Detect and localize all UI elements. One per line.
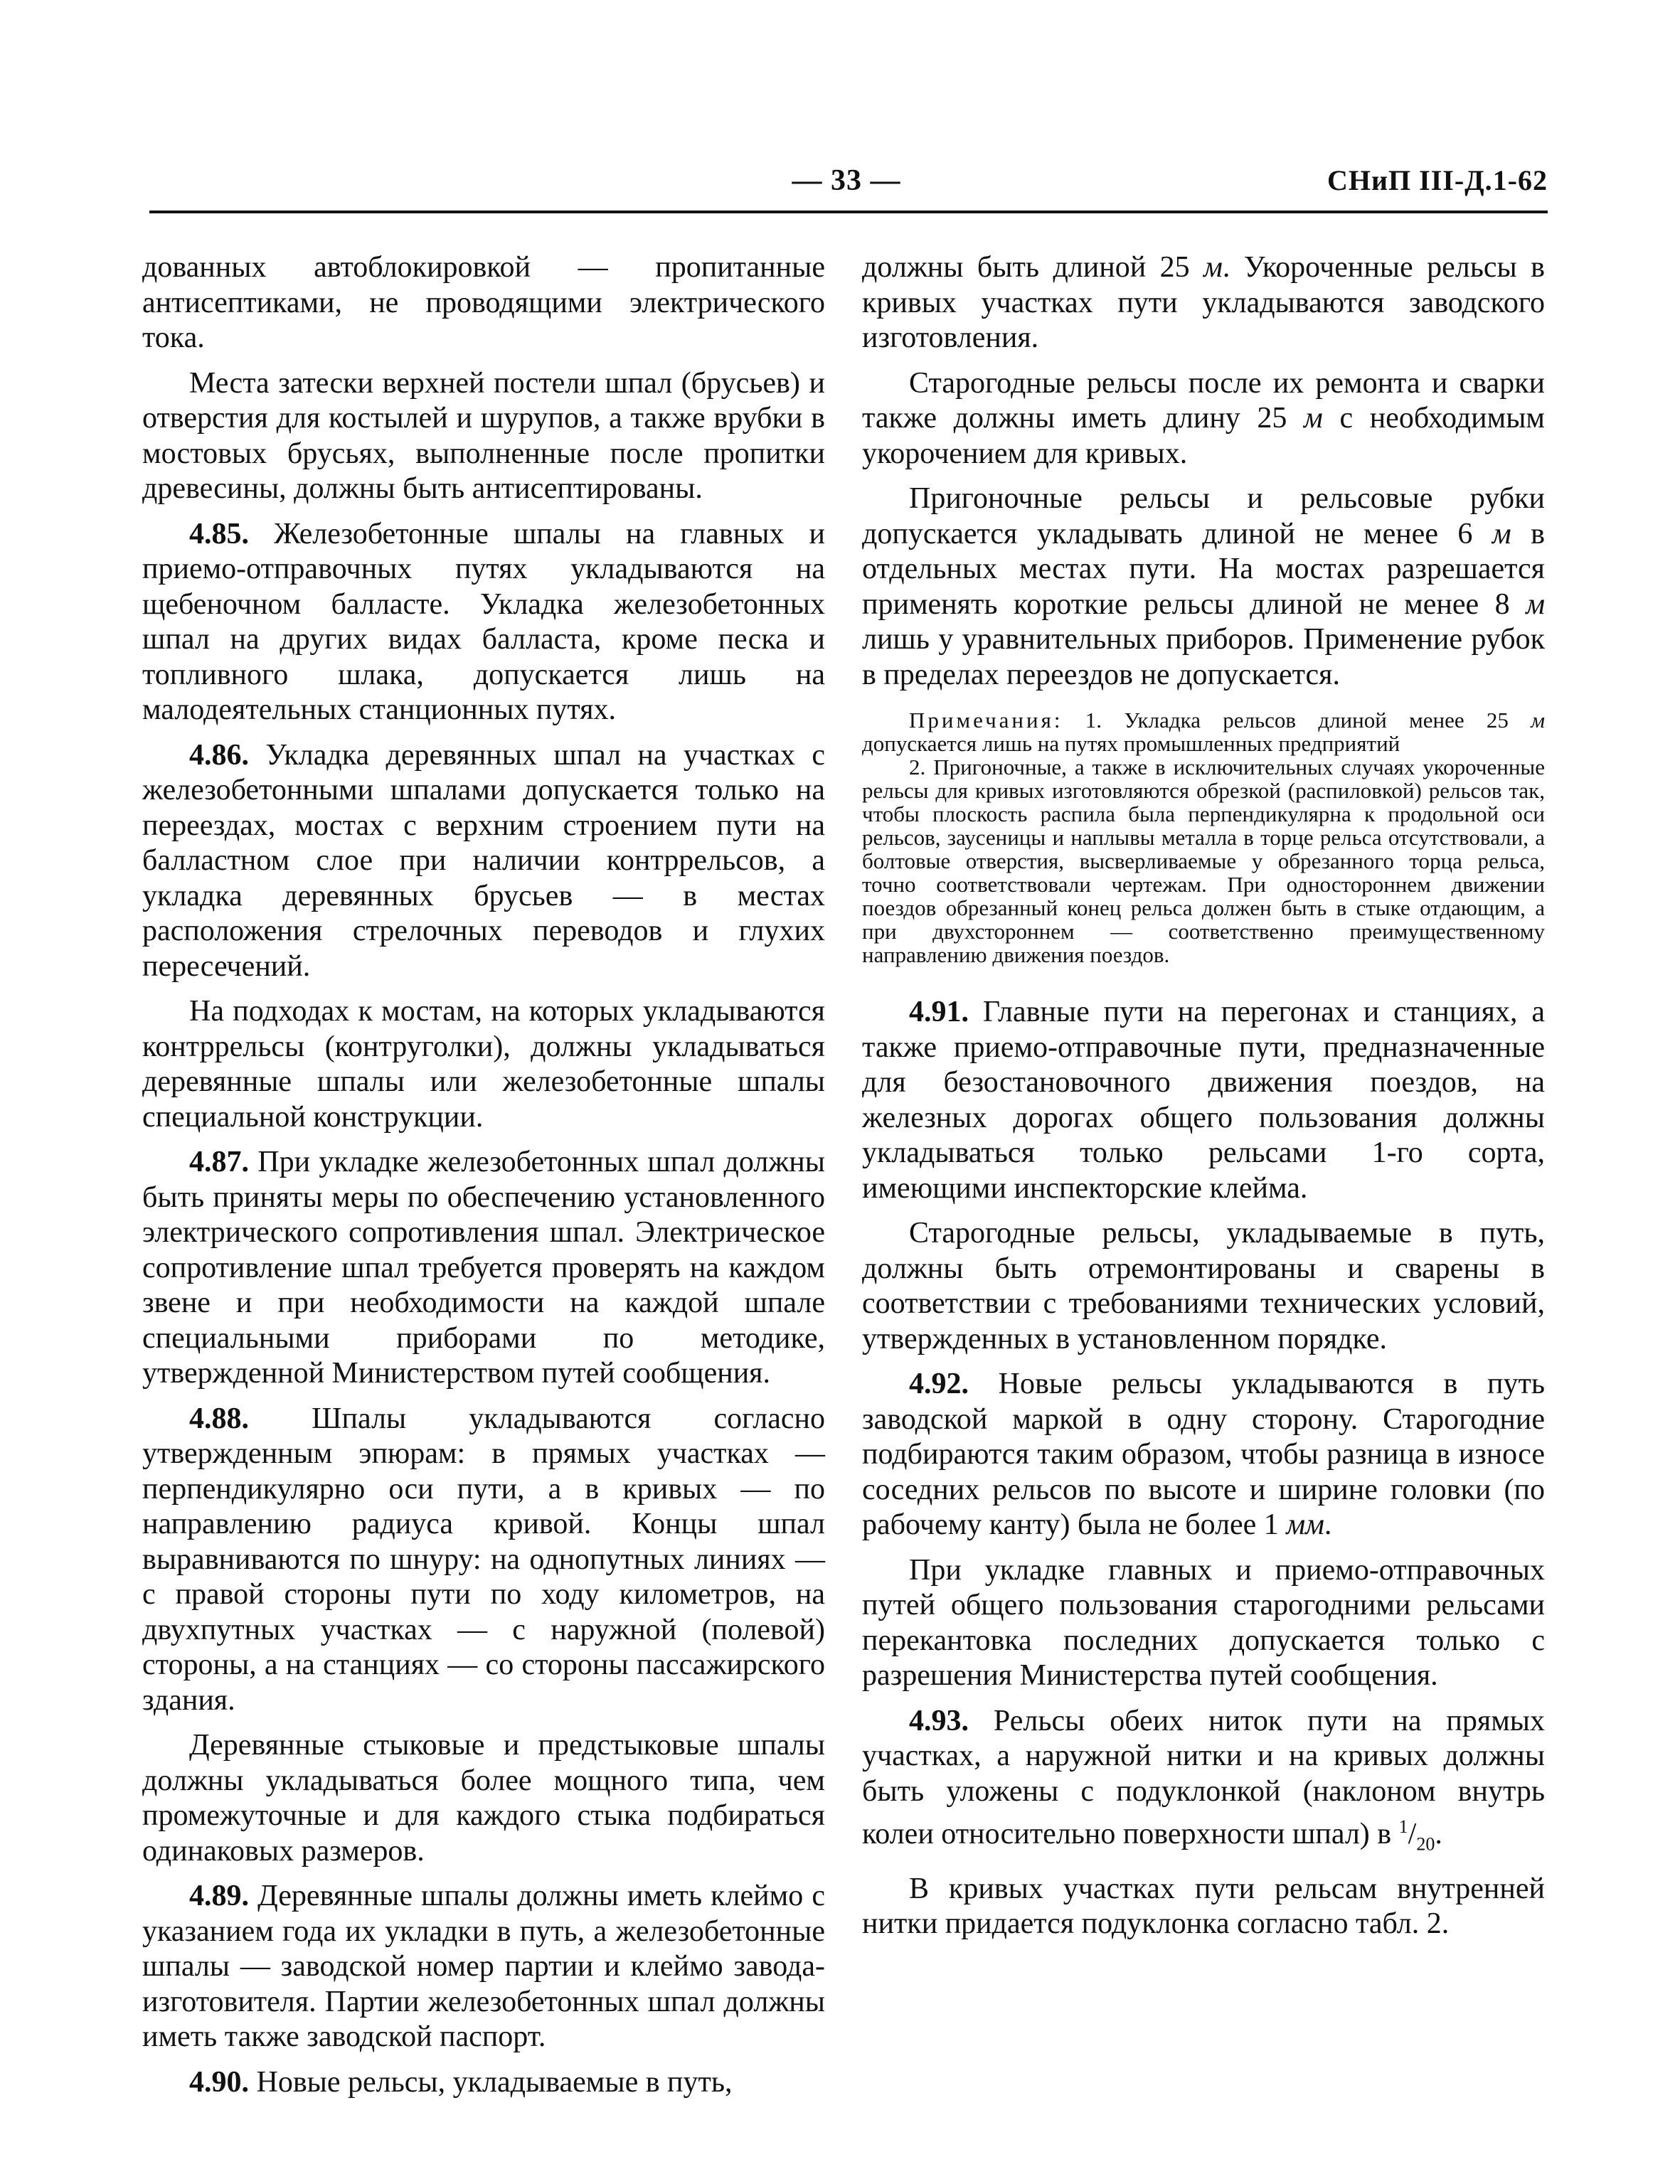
- page-number: — 33 —: [792, 164, 901, 197]
- fraction-denominator: 20: [1416, 1833, 1435, 1855]
- clause-paragraph: [142, 517, 825, 728]
- paragraph-text: Старогодные рельсы после их ремонта и сварки также должны иметь длину 25: [862, 366, 1545, 435]
- paragraph-text: Старогодные рельсы, укладываемые в путь, должны быть отремонтированы и сварены в соответствии с требованиями технических условий, утвержденных в установленном порядке.: [862, 1217, 1545, 1355]
- paragraph: [862, 1872, 1545, 1942]
- note-item: [862, 708, 1545, 755]
- paragraph-text: в отдельных местах пути. На мостах разрешается применять короткие рельсы длиной не менее 8: [862, 517, 1545, 621]
- fraction-numerator: 1: [1398, 1816, 1408, 1837]
- paragraph: [142, 994, 825, 1135]
- clause-paragraph: [862, 995, 1545, 1206]
- paragraph-text: дованных автоблокировкой — пропитанные антисептиками, не проводящими электрического тока.: [142, 251, 825, 354]
- paragraph-text: Железобетонные шпалы на главных и приемо-отправочных путях укладываются на щебеночном балласте. Укладка железобетонных шпал на других видах балласта, кроме песка и топливного шлака, допускается лишь на малодеятельных станционных путях.: [142, 517, 825, 726]
- clause-paragraph: [862, 1367, 1545, 1543]
- clause-paragraph: [142, 1145, 825, 1392]
- paragraph-text: Деревянные шпалы должны иметь клеймо с указанием года их укладки в путь, а железобетонные шпалы — заводской номер партии и клеймо завода-изготовителя. Партии железобетонных шпал должны иметь также заводской паспорт.: [142, 1880, 825, 2053]
- paragraph-text: Новые рельсы укладываются в путь заводской маркой в одну сторону. Старогодние подбираются таким образом, чтобы разница в износе соседних рельсов по высоте и ширине головки (по рабочему канту) была не более 1: [862, 1368, 1545, 1541]
- unit-label: мм: [1286, 1508, 1324, 1541]
- paragraph-text: Рельсы обеих ниток пути на прямых участках, а наружной нитки и на кривых должны быть уложены с подуклонкой (наклоном внутрь колеи относительно поверхности шпал) в: [862, 1704, 1545, 1850]
- unit-label: м: [1304, 402, 1323, 435]
- paragraph: [142, 1728, 825, 1869]
- note-item: [862, 755, 1545, 966]
- clause-number: 4.86.: [189, 738, 249, 772]
- paragraph: [862, 366, 1545, 472]
- note-text: 1. Укладка рельсов длиной менее 25: [1063, 708, 1531, 733]
- paragraph-text: При укладке главных и приемо-отправочных путей общего пользования старогодними рельсами перекантовка последних допускается только с разрешения Министерства путей сообщения.: [862, 1553, 1545, 1692]
- paragraph-text: лишь у уравнительных приборов. Применение рубок в пределах переездов не допускается.: [862, 623, 1545, 691]
- header-divider: [149, 211, 1548, 213]
- paragraph-text: должны быть длиной 25: [862, 251, 1204, 284]
- paragraph-text: Места затески верхней постели шпал (брусьев) и отверстия для костылей и шурупов, а также врубки в мостовых брусьях, выполненные после пропитки древесины, должны быть антисептированы.: [142, 366, 825, 505]
- clause-number: 4.91.: [909, 996, 969, 1028]
- clause-number: 4.92.: [909, 1368, 969, 1400]
- paragraph-text: На подходах к мостам, на которых укладываются контррельсы (контруголки), должны укладываться деревянные шпалы или железобетонные шпалы специальной конструкции.: [142, 995, 825, 1134]
- clause-paragraph: [142, 2065, 825, 2101]
- note-text: допускается лишь на путях промышленных предприятий: [862, 731, 1400, 756]
- paragraph-text: Укладка деревянных шпал на участках с железобетонными шпалами допускается только на переездах, мостах с верхним строением пути на балластном слое при наличии контррельсов, а укладка деревянных брусьев — в местах расположения стрелочных переводов и глухих пересечений.: [142, 738, 825, 983]
- clause-paragraph: [142, 738, 825, 985]
- unit-label: м: [1526, 587, 1545, 621]
- paragraph: [142, 366, 825, 507]
- paragraph-text: .: [1324, 1508, 1332, 1541]
- clause-number: 4.87.: [189, 1146, 249, 1178]
- left-column: [142, 250, 825, 2110]
- paragraph-text: В кривых участках пути рельсам внутренней нитки придается подуклонка согласно табл. 2.: [862, 1872, 1545, 1941]
- paragraph: [862, 250, 1545, 356]
- clause-number: 4.89.: [189, 1880, 249, 1912]
- paragraph-text: Главные пути на перегонах и станциях, а также приемо-отправочные пути, предназначенные для безостановочного движения поездов, на железных дорогах общего пользования должны укладываться только рельсами 1-го сорта, имеющими инспекторские клейма.: [862, 996, 1545, 1205]
- clause-paragraph: [142, 1402, 825, 1719]
- paragraph-text: При укладке железобетонных шпал должны быть приняты меры по обеспечению установленного электрического сопротивления шпал. Электрическое сопротивление шпал требуется проверять на каждом звене и при необходимости на каждой шпале специальными приборами по методике, утвержденной Министерством путей сообщения.: [142, 1146, 825, 1390]
- note-text: 2. Пригоночные, а также в исключительных случаях укороченные рельсы для кривых изготовляются обрезкой (распиловкой) рельсов так, чтобы плоскость распила была перпендикулярна к продольной оси рельсов, заусеницы и наплывы металла в торце рельса отсутствовали, а болтовые отверстия, высверливаемые у обрезанного торца рельса, точно соответствовали чертежам. При одностороннем движении поездов обрезанный конец рельса должен быть в стыке отдающим, а при двухстороннем — соответственно преимущественному направлению движения поездов.: [862, 755, 1545, 967]
- paragraph-text: Деревянные стыковые и предстыковые шпалы должны укладываться более мощного типа, чем промежуточные и для каждого стыка подбираться одинаковых размеров.: [142, 1729, 825, 1868]
- fraction: $^1/_{20}$: [1398, 1816, 1435, 1855]
- paragraph-text: .: [1435, 1818, 1442, 1850]
- clause-number: 4.88.: [189, 1402, 249, 1435]
- notes-block: [862, 708, 1545, 966]
- unit-label: м: [1203, 251, 1223, 284]
- clause-paragraph: [862, 1704, 1545, 1862]
- paragraph-text: Шпалы укладываются согласно утвержденным эпюрам: в прямых участках — перпендикулярно оси пути, а в кривых — по направлению радиуса кривой. Концы шпал выравниваются по шнуру: на однопутных линиях — с правой стороны пути по ходу километров, на двухпутных участках — с наружной (полевой) стороны, а на станциях — со стороны пассажирского здания.: [142, 1402, 825, 1717]
- clause-number: 4.90.: [189, 2065, 249, 2099]
- right-column: [862, 250, 1545, 1952]
- clause-number: 4.93.: [909, 1704, 969, 1737]
- paragraph: [142, 250, 825, 356]
- paragraph: [862, 481, 1545, 693]
- clause-number: 4.85.: [189, 517, 249, 550]
- paragraph: [862, 1553, 1545, 1694]
- clause-paragraph: [142, 1879, 825, 2055]
- unit-label: м: [1492, 517, 1511, 550]
- paragraph-text: Пригоночные рельсы и рельсовые рубки допускается укладывать длиной не менее 6: [862, 482, 1545, 550]
- unit-label: м: [1531, 708, 1545, 733]
- paragraph-text: Новые рельсы, укладываемые в путь,: [249, 2065, 733, 2099]
- paragraph: [862, 1216, 1545, 1357]
- document-code: СНиП III-Д.1-62: [1327, 164, 1548, 196]
- paragraph-text: . Укороченные рельсы в кривых участках пути укладываются заводского изготовления.: [862, 251, 1545, 354]
- notes-label: Примечания:: [909, 708, 1063, 733]
- paragraph-text: с необходимым укорочением для кривых.: [862, 402, 1545, 470]
